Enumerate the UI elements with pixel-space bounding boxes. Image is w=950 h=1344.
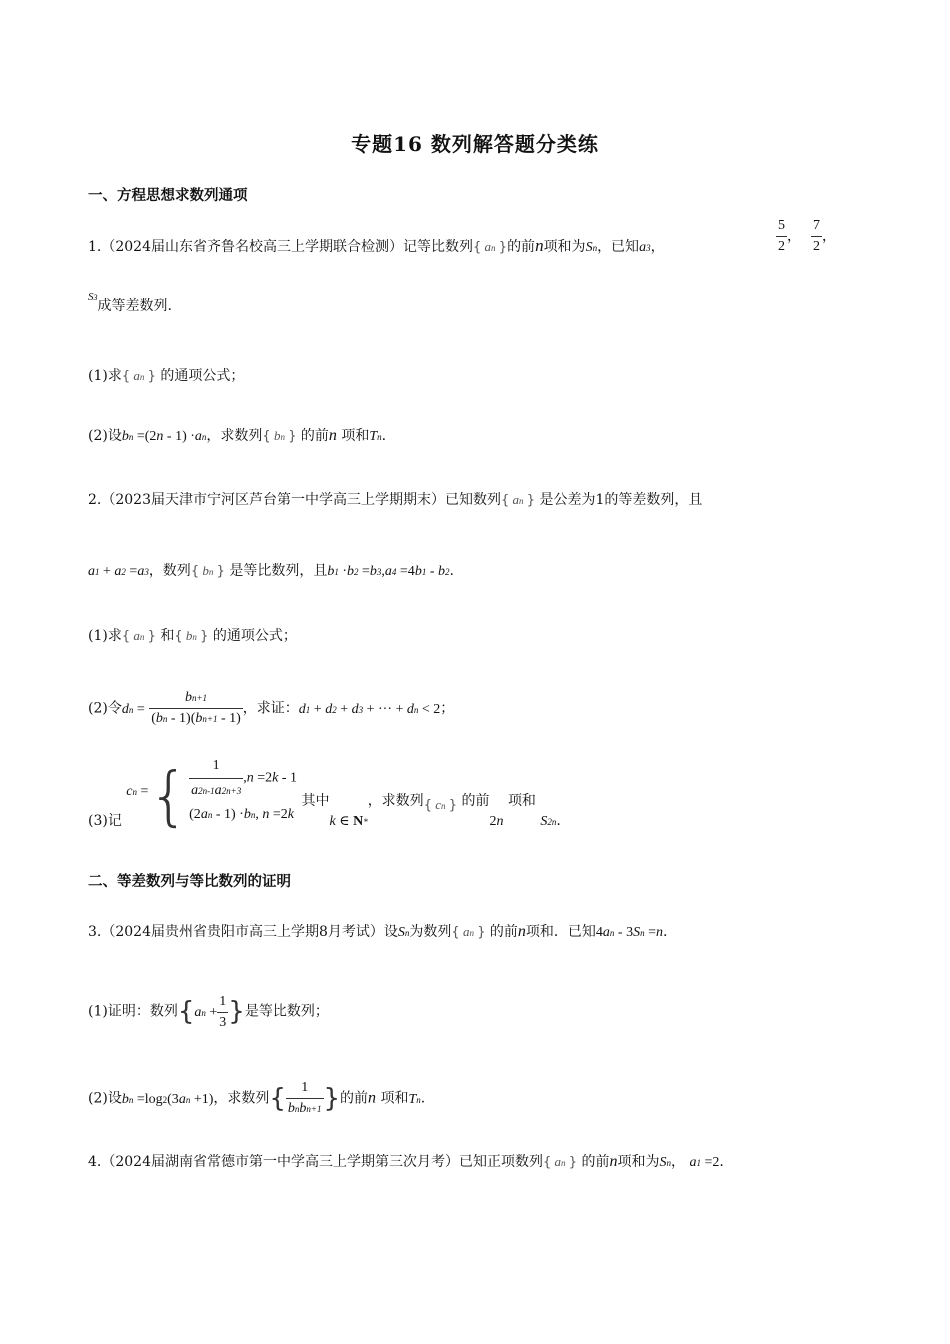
math-seq-an: { an } <box>121 628 156 644</box>
math-Tn: Tn <box>369 429 382 444</box>
left-brace: { <box>269 1083 286 1114</box>
math-dn-sum: d1 + d2 + d3 + ··· + dn < 2 <box>298 701 441 717</box>
math-n: n <box>328 427 337 444</box>
problem-2-q3: (3)记 cn ={ $\frac{1}{a2n-1a2n+3}$ ,n =2k - 1 (2an - 1) ·bn, n =2k 其中k ∈ N*，求数列{ cn } 的前2n 项和 S2n. <box>88 758 561 831</box>
math-dn-fraction: $\frac{bn+1}{(bn - 1)(bn+1 - 1)}$ <box>151 690 241 726</box>
math-2n: 2n <box>489 813 504 829</box>
problem-2-source: （2023届天津市宁河区芦台第一中学高三上学期期末） <box>101 492 445 508</box>
math-seq-an: { an } <box>501 492 536 508</box>
math-seq-an: { an } <box>543 1154 578 1170</box>
math-a1-eq-2: a1 =2 <box>689 1155 720 1170</box>
problem-1-source: （2024届山东省齐鲁名校高三上学期联合检测） <box>101 239 403 255</box>
math-dn-def: dn = <box>121 701 145 717</box>
math-bn-log: bn =log2(3an +1) <box>121 1091 214 1107</box>
math-seq-cn: { cn } <box>423 796 458 813</box>
math-n: n <box>535 236 544 255</box>
math-seq-an: { an } <box>451 924 486 940</box>
problem-4-stem: 4.（2024届湖南省常德市第一中学高三上学期第三次月考）已知正项数列{ an } 的前n项和为Sn， a1 =2. <box>88 1153 724 1170</box>
left-brace: { <box>177 996 195 1027</box>
section-heading-1: 一、方程思想求数列通项 <box>88 187 248 204</box>
math-reciprocal-bn: $\frac{1}{\text{bnbn+1}}$ <box>287 1080 322 1116</box>
math-cn-case-2: (2an - 1) ·bn, n =2k <box>189 807 294 822</box>
problem-1-q1: (1)求{ an } 的通项公式； <box>88 368 245 384</box>
math-seq-an: { an } <box>121 368 156 384</box>
math-Sn: Sn <box>397 925 410 940</box>
right-brace: } <box>228 996 245 1027</box>
problem-1-stem-end: $^{S3}$成等差数列. <box>88 291 172 314</box>
problem-4-number: 4. <box>88 1154 102 1170</box>
problem-2-q1: (1)求{ an } 和{ bn } 的通项公式； <box>88 628 297 644</box>
problem-1-stem: 1.（2024届山东省齐鲁名校高三上学期联合检测）记等比数列{ an }的前n项和为Sn，已知a3， <box>88 236 665 255</box>
math-n: n <box>609 1153 618 1170</box>
section-heading-2: 二、等差数列与等比数列的证明 <box>88 873 291 890</box>
math-seq-bn: { bn } <box>190 563 225 579</box>
math-Sn: Sn <box>659 1155 672 1170</box>
problem-3-q1: (1)证明：数列{an + $\frac{1}{3}$ }是等比数列； <box>88 994 329 1030</box>
math-seq-bn: { bn } <box>174 628 209 644</box>
math-k-in-N: k ∈ N* <box>329 813 368 829</box>
page-title: 专题16 数列解答题分类练 <box>351 132 599 156</box>
math-a3: a3 <box>639 240 651 255</box>
math-Sn: Sn <box>585 240 598 255</box>
math-S2n: S2n <box>540 813 557 829</box>
math-seq-bn: { bn } <box>262 428 297 444</box>
math-S3: S3 <box>88 291 98 303</box>
math-b-conditions: b1 ·b2 =b3,a4 =4b1 - b2 <box>327 564 450 579</box>
math-n: n <box>368 1089 377 1107</box>
problem-3-stem: 3.（2024届贵州省贵阳市高三上学期8月考试）设Sn为数列{ an } 的前n项和．已知4an - 3Sn =n. <box>88 923 668 940</box>
problem-3-q2: (2)设bn =log2(3an +1)，求数列{ $\frac{1}{\text{bnbn+1}}$ }的前n 项和Tn. <box>88 1078 425 1119</box>
math-fraction-5-2: $\frac{5}{2}$ ， $\frac{7}{2}$ ， <box>778 218 836 254</box>
math-n: n <box>517 923 526 940</box>
math-a1-a2-a3: a1 + a2 =a3 <box>88 564 149 579</box>
math-4an-3Sn: 4an - 3Sn =n <box>595 925 663 940</box>
right-brace: } <box>323 1083 341 1114</box>
problem-2-number: 2. <box>88 492 102 508</box>
math-seq-an: { an } <box>473 239 508 255</box>
math-cn-def: cn = <box>126 783 149 799</box>
problem-1-number: 1. <box>88 239 102 255</box>
math-Tn: Tn <box>408 1091 421 1107</box>
math-bn-formula: bn =(2n - 1) ·an <box>121 429 207 444</box>
problem-3-number: 3. <box>88 924 102 940</box>
problem-2-stem-cont: a1 + a2 =a3，数列{ bn } 是等比数列，且b1 ·b2 =b3,a4 =4b1 - b2. <box>88 563 454 579</box>
problem-3-source: （2024届贵州省贵阳市高三上学期8月考试） <box>101 924 384 940</box>
problem-2-q2: (2)令dn = $\frac{bn+1}{(bn - 1)(bn+1 - 1)}$ ，求证：d1 + d2 + d3 + ··· + dn < 2； <box>88 688 454 729</box>
problem-4-source: （2024届湖南省常德市第一中学高三上学期第三次月考） <box>101 1154 459 1170</box>
piecewise-brace: { <box>148 759 190 834</box>
math-an-plus-third: an + $\frac{1}{3}$ <box>194 994 227 1030</box>
problem-1-q2: (2)设bn =(2n - 1) ·an，求数列{ bn } 的前n 项和Tn. <box>88 427 387 444</box>
math-cn-case-1: $\frac{1}{a2n-1a2n+3}$ ,n =2k - 1 <box>189 754 297 803</box>
problem-2-stem: 2.（2023届天津市宁河区芦台第一中学高三上学期期末）已知数列{ an } 是公差为1的等差数列，且 <box>88 492 703 508</box>
